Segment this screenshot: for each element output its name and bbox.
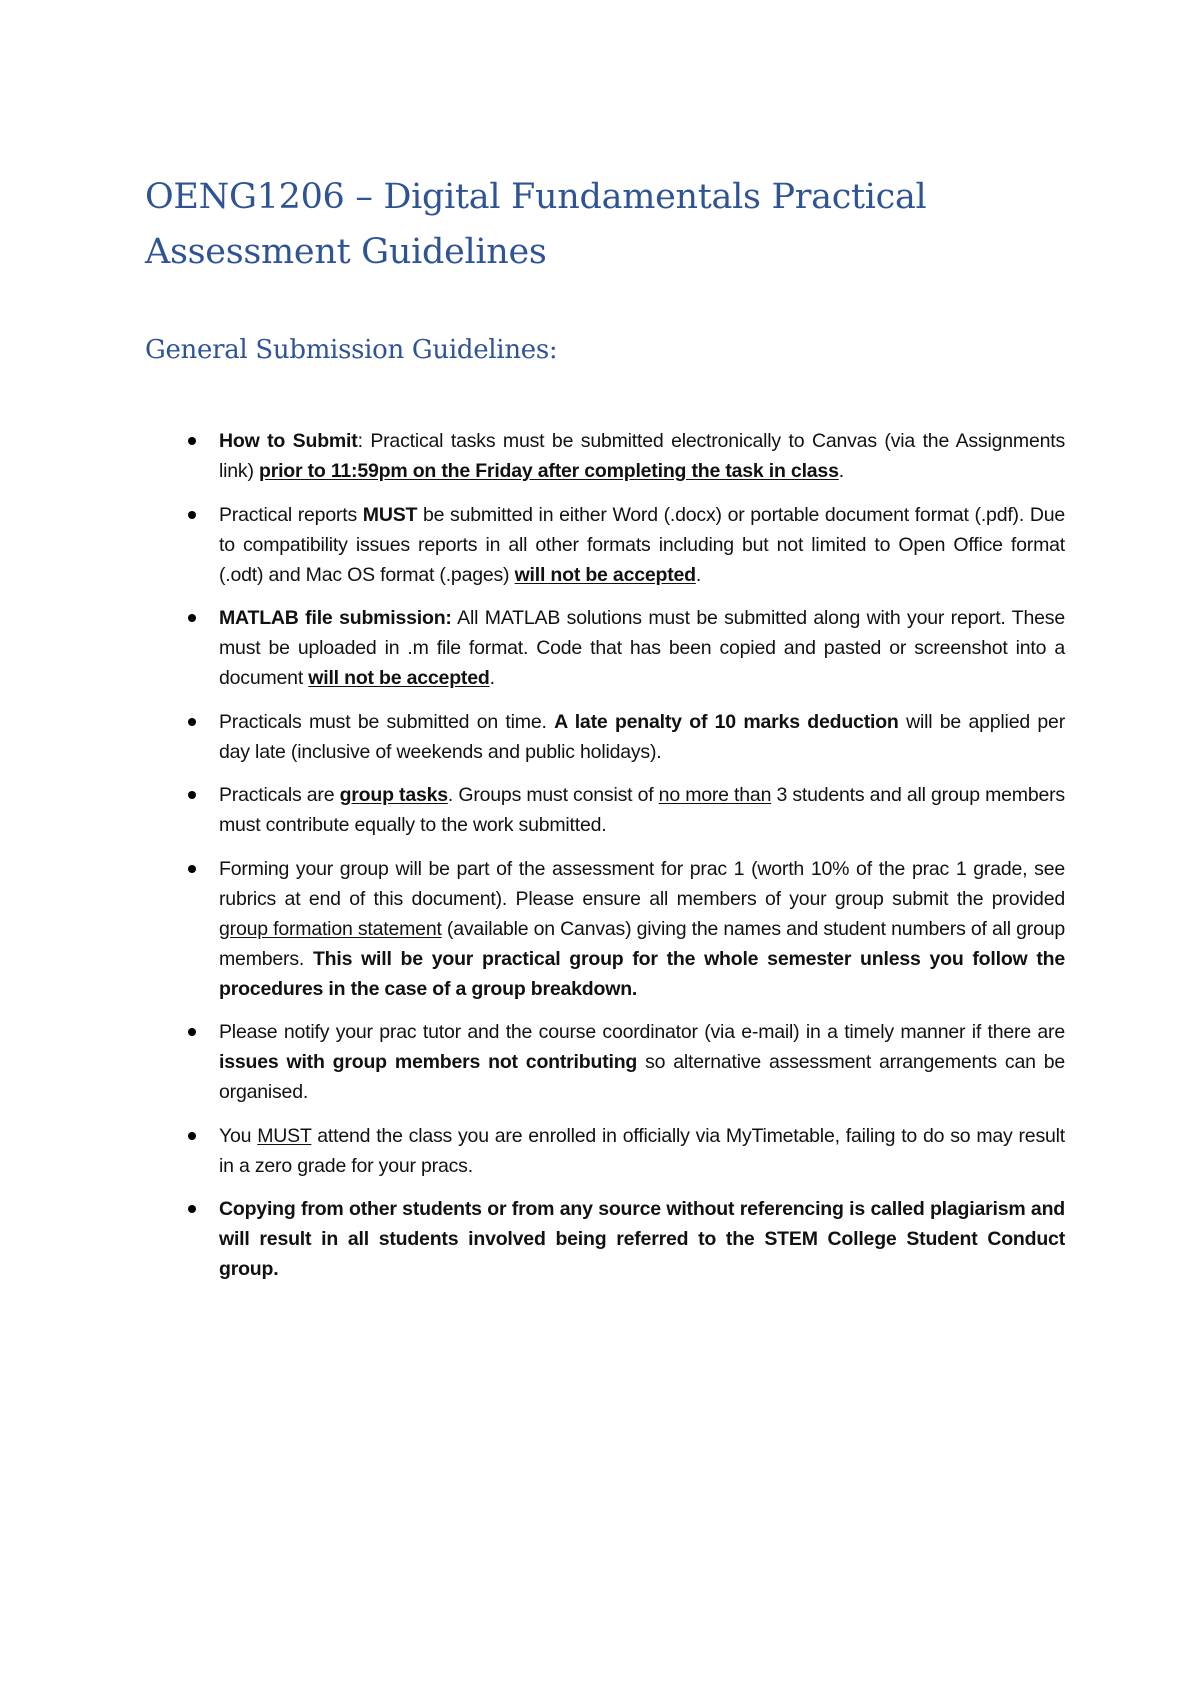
- guideline-matlab-submission: [145, 603, 1065, 693]
- guideline-text: will be applied per day late (inclusive of weekends and public holidays).: [219, 710, 1065, 763]
- group-formation-statement-text: group formation statement: [219, 917, 442, 940]
- guideline-text: .: [489, 667, 495, 689]
- emphasis-text: MUST: [257, 1124, 312, 1147]
- guideline-text: Practical reports: [219, 503, 363, 526]
- guideline-text: You: [219, 1124, 258, 1147]
- guideline-text: Please notify your prac tutor and the course coordinator (via e-mail) in a timely manner if there are: [219, 1021, 1065, 1043]
- guideline-text: Practicals are: [219, 784, 340, 806]
- guideline-text: Practicals must be submitted on time.: [219, 710, 555, 733]
- guideline-text: . Groups must consist of: [447, 784, 659, 806]
- guideline-text: : Practical tasks must be submitted electronically to Canvas (via the Assignments link): [219, 430, 1066, 482]
- guideline-attendance: [145, 1121, 1065, 1181]
- warning-text: will not be accepted: [308, 667, 490, 689]
- emphasis-text: no more than: [658, 784, 772, 806]
- guideline-report-format: [145, 500, 1065, 590]
- guideline-term: MATLAB file submission:: [219, 607, 452, 629]
- guideline-term: How to Submit: [219, 430, 358, 452]
- penalty-text: A late penalty of 10 marks deduction: [554, 710, 899, 733]
- bullet-icon: [185, 780, 205, 810]
- guideline-plagiarism: [145, 1194, 1065, 1284]
- emphasis-text: MUST: [362, 503, 418, 526]
- guideline-how-to-submit: [145, 426, 1065, 486]
- bullet-icon: [185, 1017, 205, 1047]
- bullet-icon: [185, 1194, 205, 1224]
- guideline-text: All MATLAB solutions must be submitted along with your report. These must be uploaded in .m file format. Code that has been copied and pasted or screenshot into a document: [219, 607, 1066, 689]
- guideline-text: (available on Canvas) giving the names and student numbers of all group members.: [219, 917, 1066, 970]
- guideline-text: be submitted in either Word (.docx) or portable document format (.pdf). Due to compatibility issues reports in all other formats including but not limited to Open Office format (.odt) and Mac OS format (.pages): [219, 503, 1065, 586]
- emphasis-text: issues with group members not contributing: [219, 1051, 638, 1073]
- guideline-text: Forming your group will be part of the assessment for prac 1 (worth 10% of the prac 1 grade, see rubrics at end of this document). Please ensure all members of your group submit the provided: [219, 857, 1065, 910]
- guideline-group-formation: [145, 854, 1065, 1004]
- guideline-text: so alternative assessment arrangements can be organised.: [219, 1051, 1065, 1103]
- emphasis-text: group tasks: [339, 784, 448, 806]
- section-heading: General Submission Guidelines:: [145, 335, 558, 365]
- emphasis-text: This will be your practical group for the whole semester unless you follow the procedures in the case of a group breakdown.: [219, 947, 1065, 1000]
- plagiarism-warning-text: Copying from other students or from any source without referencing is called plagiarism and will result in all students involved being referred to the STEM College Student Conduct group.: [219, 1198, 1065, 1280]
- bullet-icon: [185, 854, 205, 884]
- bullet-icon: [185, 426, 205, 456]
- guideline-text: 3 students and all group members must contribute equally to the work submitted.: [219, 784, 1065, 836]
- bullet-icon: [185, 500, 205, 530]
- guideline-group-tasks: [145, 780, 1065, 840]
- guideline-notify-issues: [145, 1017, 1065, 1107]
- bullet-icon: [185, 603, 205, 633]
- bullet-icon: [185, 707, 205, 737]
- guideline-text: .: [838, 460, 844, 482]
- guidelines-list: [145, 426, 1065, 1298]
- document-title: OENG1206 – Digital Fundamentals Practical Assessment Guidelines: [145, 177, 927, 272]
- guideline-text: attend the class you are enrolled in officially via MyTimetable, failing to do so may result in a zero grade for your pracs.: [219, 1124, 1065, 1177]
- warning-text: will not be accepted: [514, 563, 696, 586]
- deadline-text: prior to 11:59pm on the Friday after completing the task in class: [258, 460, 839, 482]
- guideline-late-penalty: [145, 707, 1065, 767]
- bullet-icon: [185, 1121, 205, 1151]
- guideline-text: .: [695, 563, 702, 586]
